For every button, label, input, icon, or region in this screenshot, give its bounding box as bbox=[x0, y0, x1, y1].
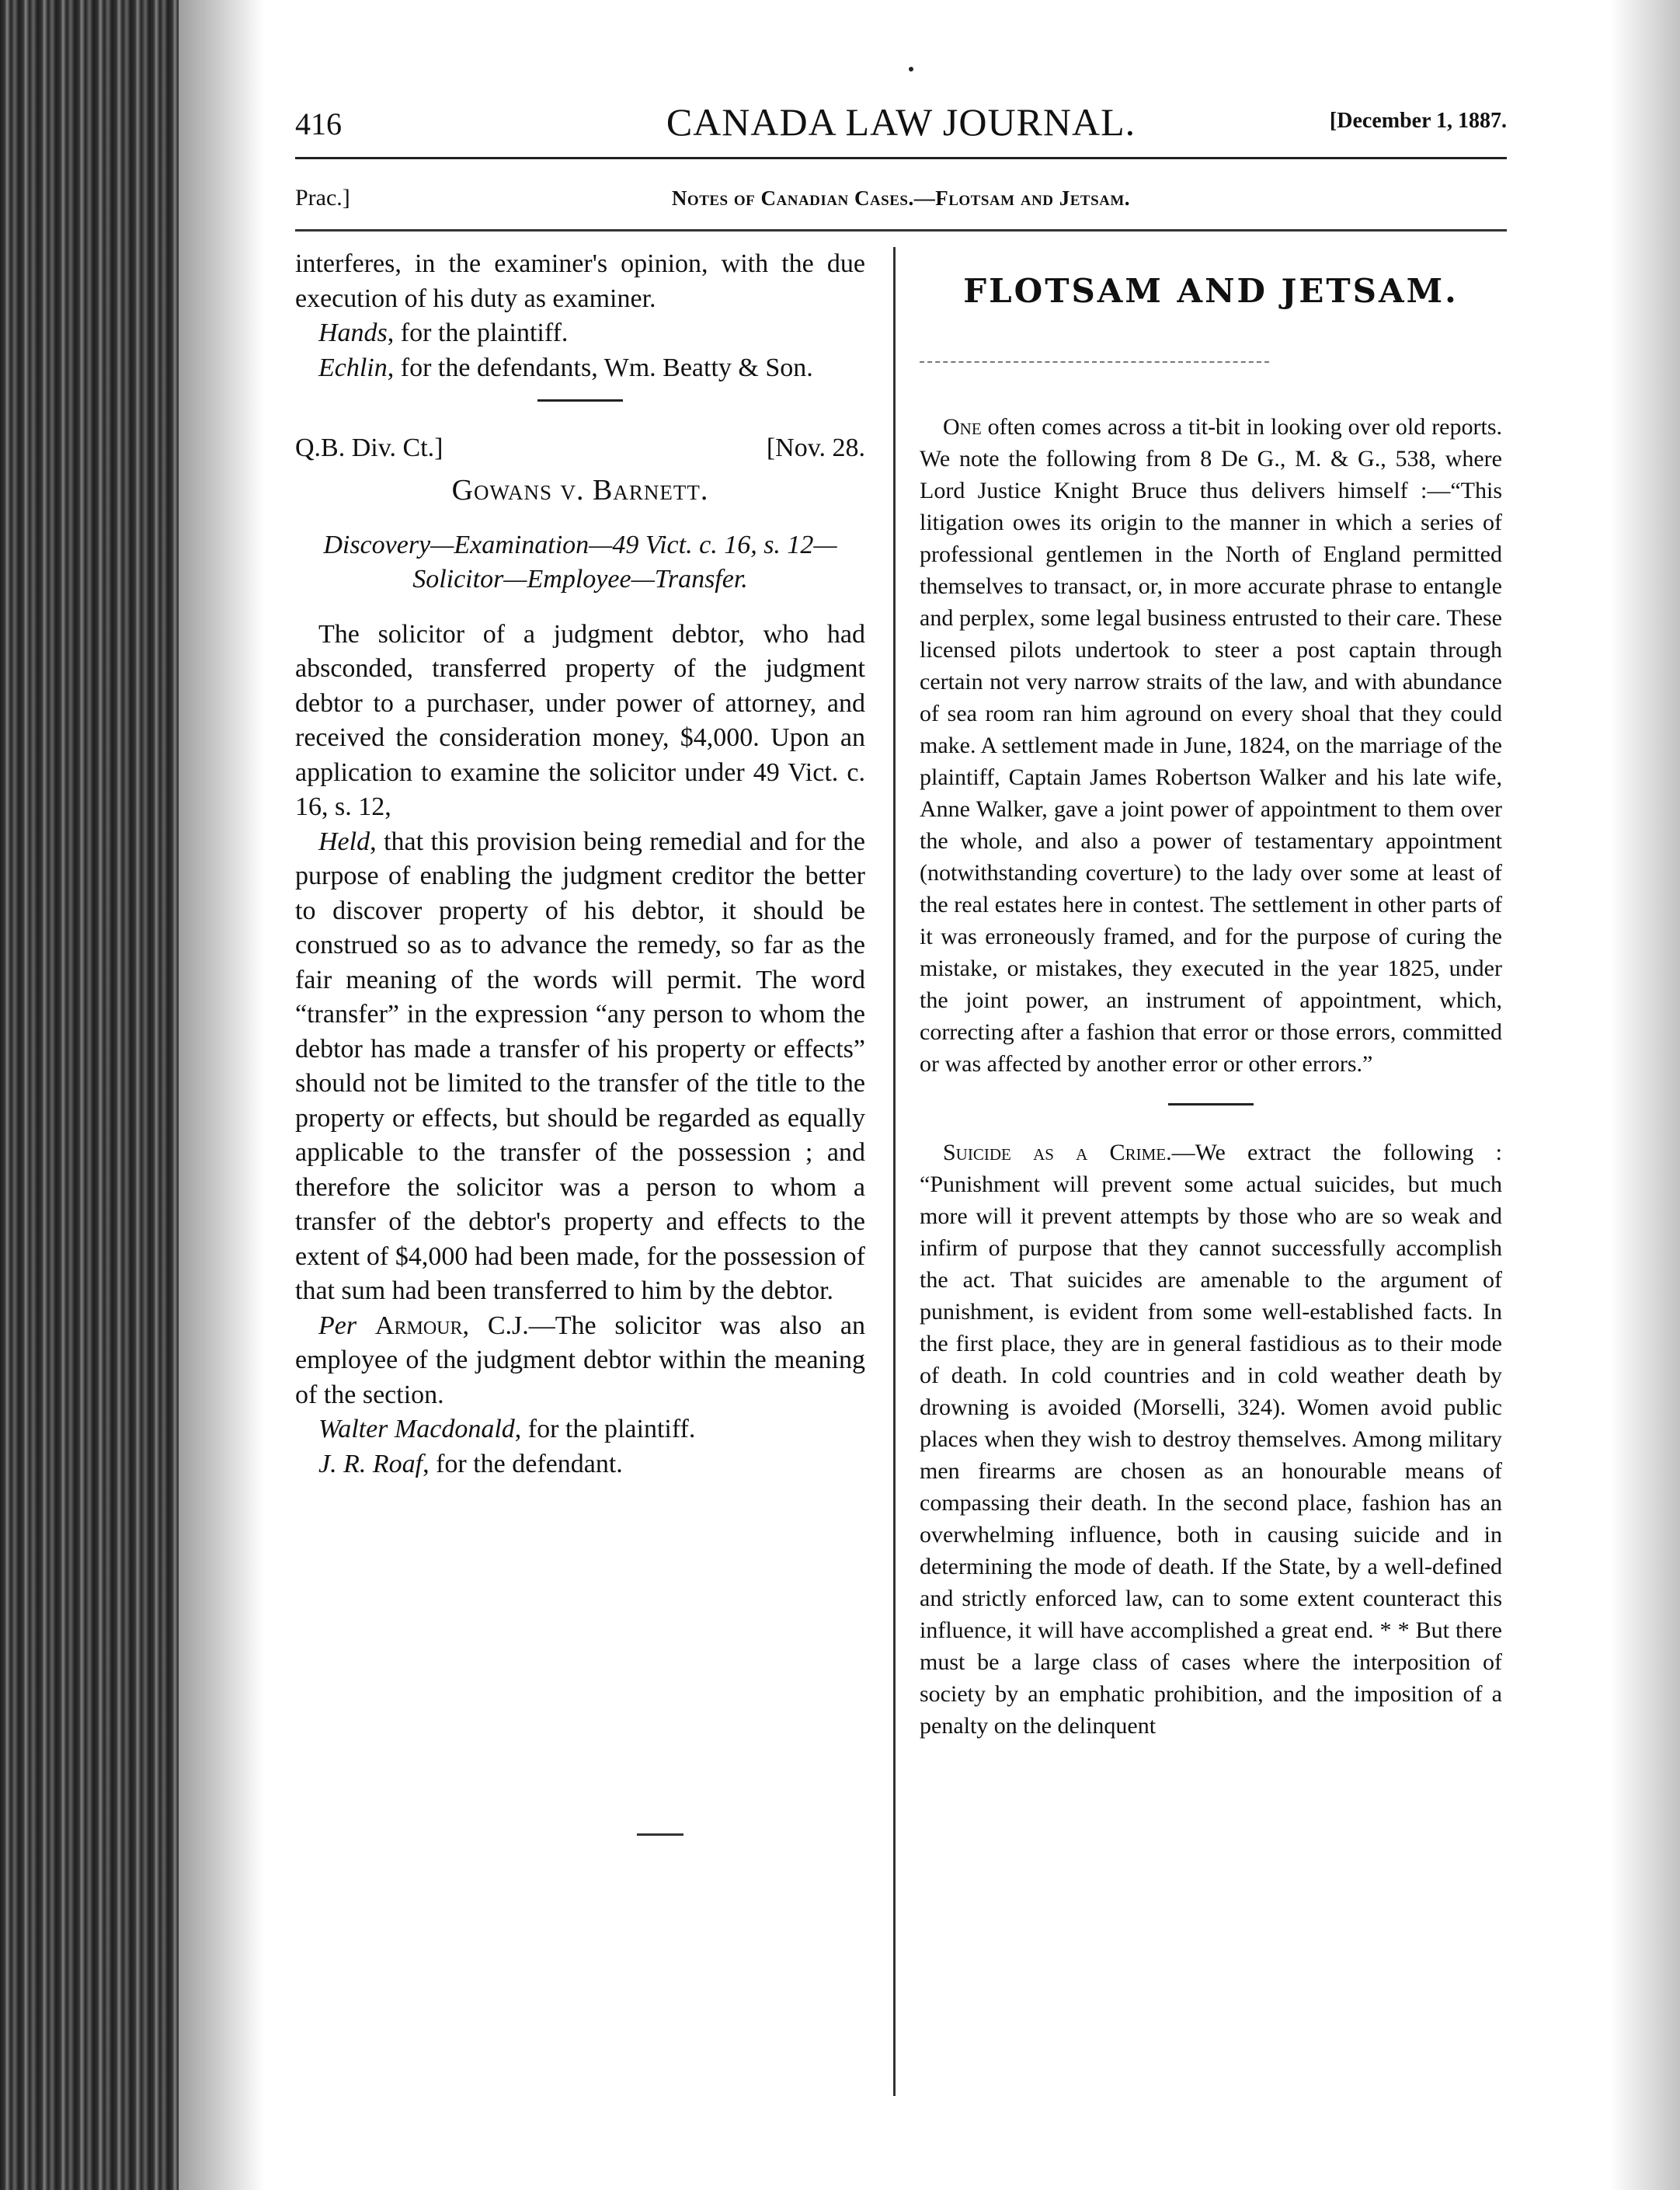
counsel-line: J. R. Roaf, for the defendant. bbox=[318, 1449, 623, 1478]
section-subheader bbox=[295, 185, 1507, 216]
flotsam-paragraph: One often comes across a tit-bit in looking over old reports. We note the following from 8 De G., M. & G., 538, where Lord Justice Knight Bruce thus delivers himself :—“This litigation owes its origin to the manner in which a series of professional gentlemen in the North of England permitted themselves to transact, or, in more accurate phrase to entangle and perplex, some legal business entrusted to their care. These licensed pilots undertook to steer a post captain through certain not very narrow straits of the law, and with abundance of sea room ran him aground on every shoal that they could make. A settlement made in June, 1824, on the marriage of the plaintiff, Captain James Robertson Walker and his late wife, Anne Walker, gave a joint power of appointment to them over the whole, and also a power of testamentary appointment (notwithstanding coverture) to the lady over some at least of the real estates here in contest. The settlement in other parts of it was erroneously framed, and for the purpose of curing the mistake, or mistakes, they executed in the year 1825, under the joint power, an instrument of appointment, which, correcting after a fashion that error or those errors, committed or was affected by another error or other errors.” bbox=[920, 414, 1502, 1077]
case-court: Q.B. Div. Ct.] bbox=[295, 433, 443, 462]
case-headnote: Discovery—Examination—49 Vict. c. 16, s. 12— Solicitor—Employee—Transfer. bbox=[323, 530, 837, 594]
carryover-paragraph: interferes, in the examiner's opinion, with the due execution of his duty as examiner. bbox=[295, 249, 865, 313]
case-opinion: Per Armour, C.J.—The solicitor was also an employee of the judgment debtor within the meaning of the section. bbox=[295, 1311, 866, 1409]
page-edge-shadow bbox=[1610, 0, 1680, 2190]
left-column bbox=[295, 247, 865, 1481]
issue-date: [December 1, 1887. bbox=[1329, 109, 1507, 133]
section-title: FLOTSAM AND JETSAM. bbox=[963, 272, 1459, 310]
case-title: Gowans v. Barnett. bbox=[451, 474, 709, 507]
header-rule bbox=[295, 157, 1507, 159]
case-holding: Held, that this provision being remedial and for the purpose of enabling the judgment creditor the better to discover property of his debtor, it should be construed so as to advance the remedy, so far as the fair meaning of the words will permit. The word “transfer” in the expression “any person to whom the debtor has made a transfer of his property or effects” should not be limited to the transfer of the title to the property or effects, but should be regarded as equally applicable to the transfer of the possession ; and therefore the solicitor was a person to whom a transfer of the debtor's property and effects to the extent of $4,000 had been made, for the possession of that sum had been transferred to him by the debtor. bbox=[295, 827, 865, 1305]
counsel-line: Hands, for the plaintiff. bbox=[318, 319, 569, 347]
subheader-title: Notes of Canadian Cases.—Flotsam and Jetsam. bbox=[671, 186, 1131, 210]
case-facts: The solicitor of a judgment debtor, who had absconded, transferred property of the judgment debtor to a purchaser, under power of attorney, and received the consideration money, $4,000. Upon an application to examine the solicitor under 49 Vict. c. 16, s. 12, bbox=[295, 619, 865, 821]
held-label: Held bbox=[318, 827, 370, 856]
counsel-name: Walter Macdonald bbox=[318, 1415, 515, 1443]
journal-title: CANADA LAW JOURNAL. bbox=[666, 100, 1136, 144]
end-rule bbox=[637, 1833, 683, 1836]
case-date: [Nov. 28. bbox=[766, 433, 865, 462]
separator-rule bbox=[537, 399, 623, 402]
column-divider bbox=[893, 247, 896, 2096]
case-heading bbox=[295, 431, 865, 465]
subheader-rule bbox=[295, 229, 1507, 232]
counsel-name: Echlin bbox=[318, 353, 388, 382]
ink-speck bbox=[909, 67, 913, 71]
running-header bbox=[295, 99, 1507, 154]
separator-rule bbox=[1168, 1103, 1254, 1105]
subheader-section-tag: Prac.] bbox=[295, 185, 350, 211]
suicide-paragraph: Suicide as a Crime.—We extract the following : “Punishment will prevent some actual suicides, but much more will it prevent attempts by those who are so weak and infirm of purpose that they cannot successfully accomplish the act. That suicides are amenable to the argument of punishment, is evident from some well-established facts. In the first place, they are in general fastidious as to their mode of death. In cold countries and in cold weather death by drowning is avoided (Morselli, 324). Women avoid public places when they wish to destroy themselves. Among military men firearms are chosen as an honourable means of compassing their death. In the second place, fashion has an overwhelming influence, both in causing suicide and in determining the mode of death. If the State, by a well-defined and strictly enforced law, can to some extent counteract this influence, it will have accomplished a great end. * * But there must be a large class of cases where the interposition of society by an emphatic prohibition, and the imposition of a penalty on the delinquent bbox=[920, 1140, 1503, 1739]
paragraph-lead: Suicide as a Crime. bbox=[943, 1140, 1172, 1165]
journal-page bbox=[233, 0, 1538, 2190]
faint-rule bbox=[920, 361, 1269, 363]
counsel-line: Echlin, for the defendants, Wm. Beatty & Son. bbox=[318, 353, 813, 382]
right-column bbox=[920, 247, 1502, 1742]
judge-name: Armour bbox=[374, 1311, 463, 1340]
book-binding-shadow bbox=[0, 0, 179, 2190]
page-number: 416 bbox=[295, 106, 342, 141]
counsel-line: Walter Macdonald, for the plaintiff. bbox=[318, 1415, 696, 1443]
counsel-name: Hands bbox=[318, 319, 388, 347]
counsel-name: J. R. Roaf bbox=[318, 1449, 423, 1478]
